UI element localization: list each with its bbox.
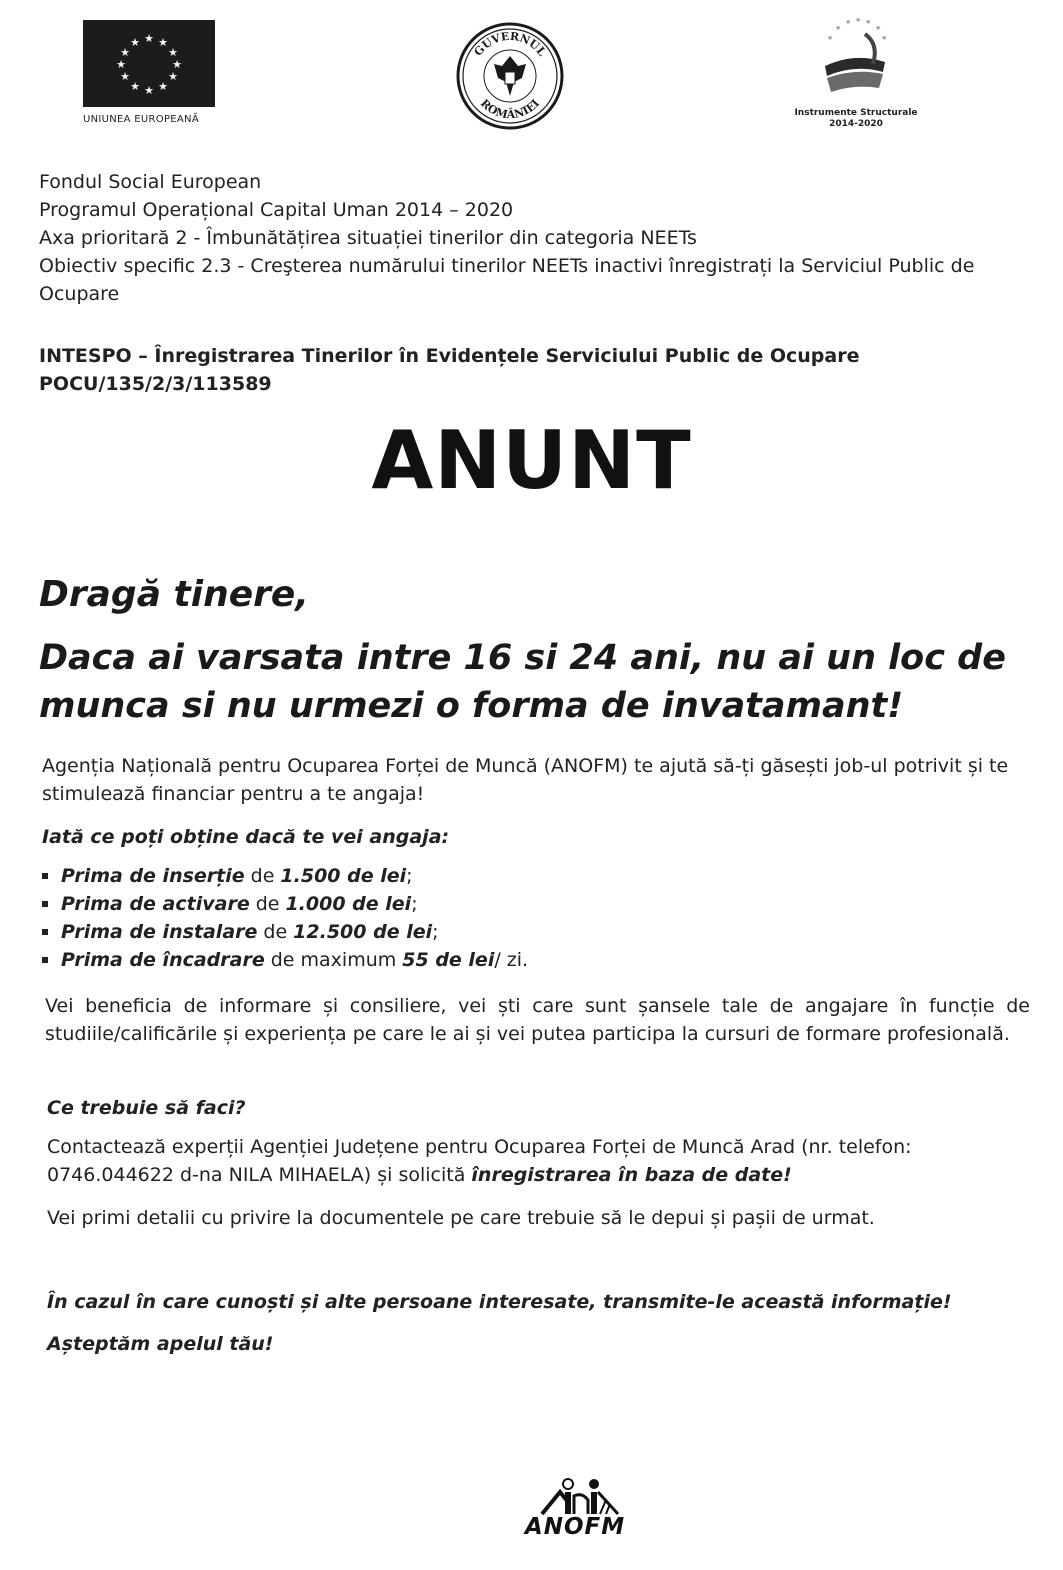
svg-text:★: ★ xyxy=(144,84,154,97)
benefit-name: Prima de instalare xyxy=(61,921,258,943)
svg-text:★: ★ xyxy=(120,46,130,59)
svg-text:ROMÂNIEI: ROMÂNIEI xyxy=(477,96,543,122)
square-bullet-icon xyxy=(42,929,48,935)
list-item xyxy=(42,862,742,890)
svg-text:★: ★ xyxy=(116,58,126,71)
eu-caption: UNIUNEA EUROPEANĂ xyxy=(83,114,199,125)
benefit-suffix: ; xyxy=(406,865,413,887)
svg-text:★: ★ xyxy=(130,36,140,49)
square-bullet-icon xyxy=(42,873,48,879)
benefit-suffix: ; xyxy=(411,893,418,915)
benefit-amount: 1.000 de lei xyxy=(285,893,412,915)
info-paragraph: Vei beneficia de informare și consiliere, vei ști care sunt șansele tale de angajare în funcție de studiile/calificările și experiența pe care le ai și vei putea participa la cursuri de formare profesională. xyxy=(45,995,1030,1045)
closing-message: Așteptăm apelul tău! xyxy=(47,1333,274,1355)
is-caption-line1: Instrumente Structurale xyxy=(794,108,918,118)
project-code: POCU/135/2/3/113589 xyxy=(39,373,272,395)
svg-text:★: ★ xyxy=(835,24,842,32)
svg-text:★: ★ xyxy=(168,70,178,83)
intro-paragraph: Agenția Națională pentru Ocuparea Forței de Muncă (ANOFM) te ajută să-ți găsești job-ul potrivit și te stimulează financiar pentru a te angaja! xyxy=(42,755,1009,805)
anofm-emblem-icon xyxy=(538,1478,622,1516)
list-item xyxy=(42,918,742,946)
benefits-heading: Iată ce poți obține dacă te vei angaja: xyxy=(42,826,450,848)
svg-text:★: ★ xyxy=(827,34,834,42)
svg-text:★: ★ xyxy=(168,46,178,59)
svg-text:★: ★ xyxy=(845,18,852,26)
svg-text:★: ★ xyxy=(875,24,882,32)
svg-text:★: ★ xyxy=(881,34,888,42)
square-bullet-icon xyxy=(42,957,48,963)
share-message: În cazul în care cunoști și alte persoane interesate, transmite-le această informație! xyxy=(47,1291,952,1313)
benefit-connector: de xyxy=(263,921,288,943)
benefit-amount: 55 de lei xyxy=(402,949,495,971)
svg-text:★: ★ xyxy=(144,32,154,45)
benefits-list xyxy=(42,862,742,974)
benefit-connector: de xyxy=(255,893,280,915)
svg-text:★: ★ xyxy=(120,70,130,83)
eu-flag-logo xyxy=(83,20,215,107)
header-line-axis: Axa prioritară 2 - Îmbunătățirea situației tinerilor din categoria NEETs xyxy=(39,227,697,249)
contact-emphasis: înregistrarea în baza de date! xyxy=(471,1164,792,1186)
svg-text:★: ★ xyxy=(865,18,872,26)
greeting: Dragă tinere, xyxy=(39,574,309,615)
header-line-objective: Obiectiv specific 2.3 - Creşterea numărului tinerilor NEETs inactivi înregistrați la Serviciul Public de Ocupare xyxy=(39,255,975,305)
anofm-logo-text: ANOFM xyxy=(524,1514,626,1540)
benefit-name: Prima de inserție xyxy=(61,865,245,887)
svg-text:★: ★ xyxy=(158,80,168,93)
benefit-connector: de maximum xyxy=(270,949,397,971)
svg-text:★: ★ xyxy=(158,36,168,49)
headline: Daca ai varsata intre 16 si 24 ani, nu ai un loc de munca si nu urmezi o forma de invatamant! xyxy=(39,638,1006,726)
list-item xyxy=(42,890,742,918)
svg-text:★: ★ xyxy=(172,58,182,71)
page-title: ANUNT xyxy=(371,414,692,507)
benefit-name: Prima de activare xyxy=(61,893,250,915)
what-to-do-heading: Ce trebuie să faci? xyxy=(47,1097,246,1119)
project-info xyxy=(39,342,859,398)
romanian-government-seal xyxy=(456,22,564,130)
contact-paragraph xyxy=(47,1133,1027,1189)
program-header xyxy=(39,168,1029,308)
contact-text: Contactează experții Agenției Județene pentru Ocuparea Forței de Muncă Arad (nr. telefon: 0746.044622 d-na NILA MIHAELA) și solicită xyxy=(47,1136,912,1186)
project-name: INTESPO – Înregistrarea Tinerilor în Evidențele Serviciului Public de Ocupare xyxy=(39,345,860,367)
benefit-amount: 12.500 de lei xyxy=(293,921,433,943)
svg-text:★: ★ xyxy=(855,16,862,24)
header-line-fund: Fondul Social European xyxy=(39,171,262,193)
benefit-connector: de xyxy=(250,865,275,887)
benefit-suffix: ; xyxy=(432,921,439,943)
header-line-program: Programul Operațional Capital Uman 2014 – 2020 xyxy=(39,199,514,221)
square-bullet-icon xyxy=(42,901,48,907)
benefit-amount: 1.500 de lei xyxy=(280,865,407,887)
benefit-name: Prima de încadrare xyxy=(61,949,265,971)
benefit-suffix: / zi. xyxy=(494,949,529,971)
svg-text:★: ★ xyxy=(130,80,140,93)
is-caption-line2: 2014-2020 xyxy=(829,119,883,129)
instrumente-structurale-logo xyxy=(815,14,895,104)
list-item xyxy=(42,946,742,974)
instrumente-structurale-caption xyxy=(780,108,932,130)
svg-text:GUVERNUL: GUVERNUL xyxy=(471,29,549,59)
details-paragraph: Vei primi detalii cu privire la documentele pe care trebuie să le depui și pașii de urmat. xyxy=(47,1207,875,1229)
